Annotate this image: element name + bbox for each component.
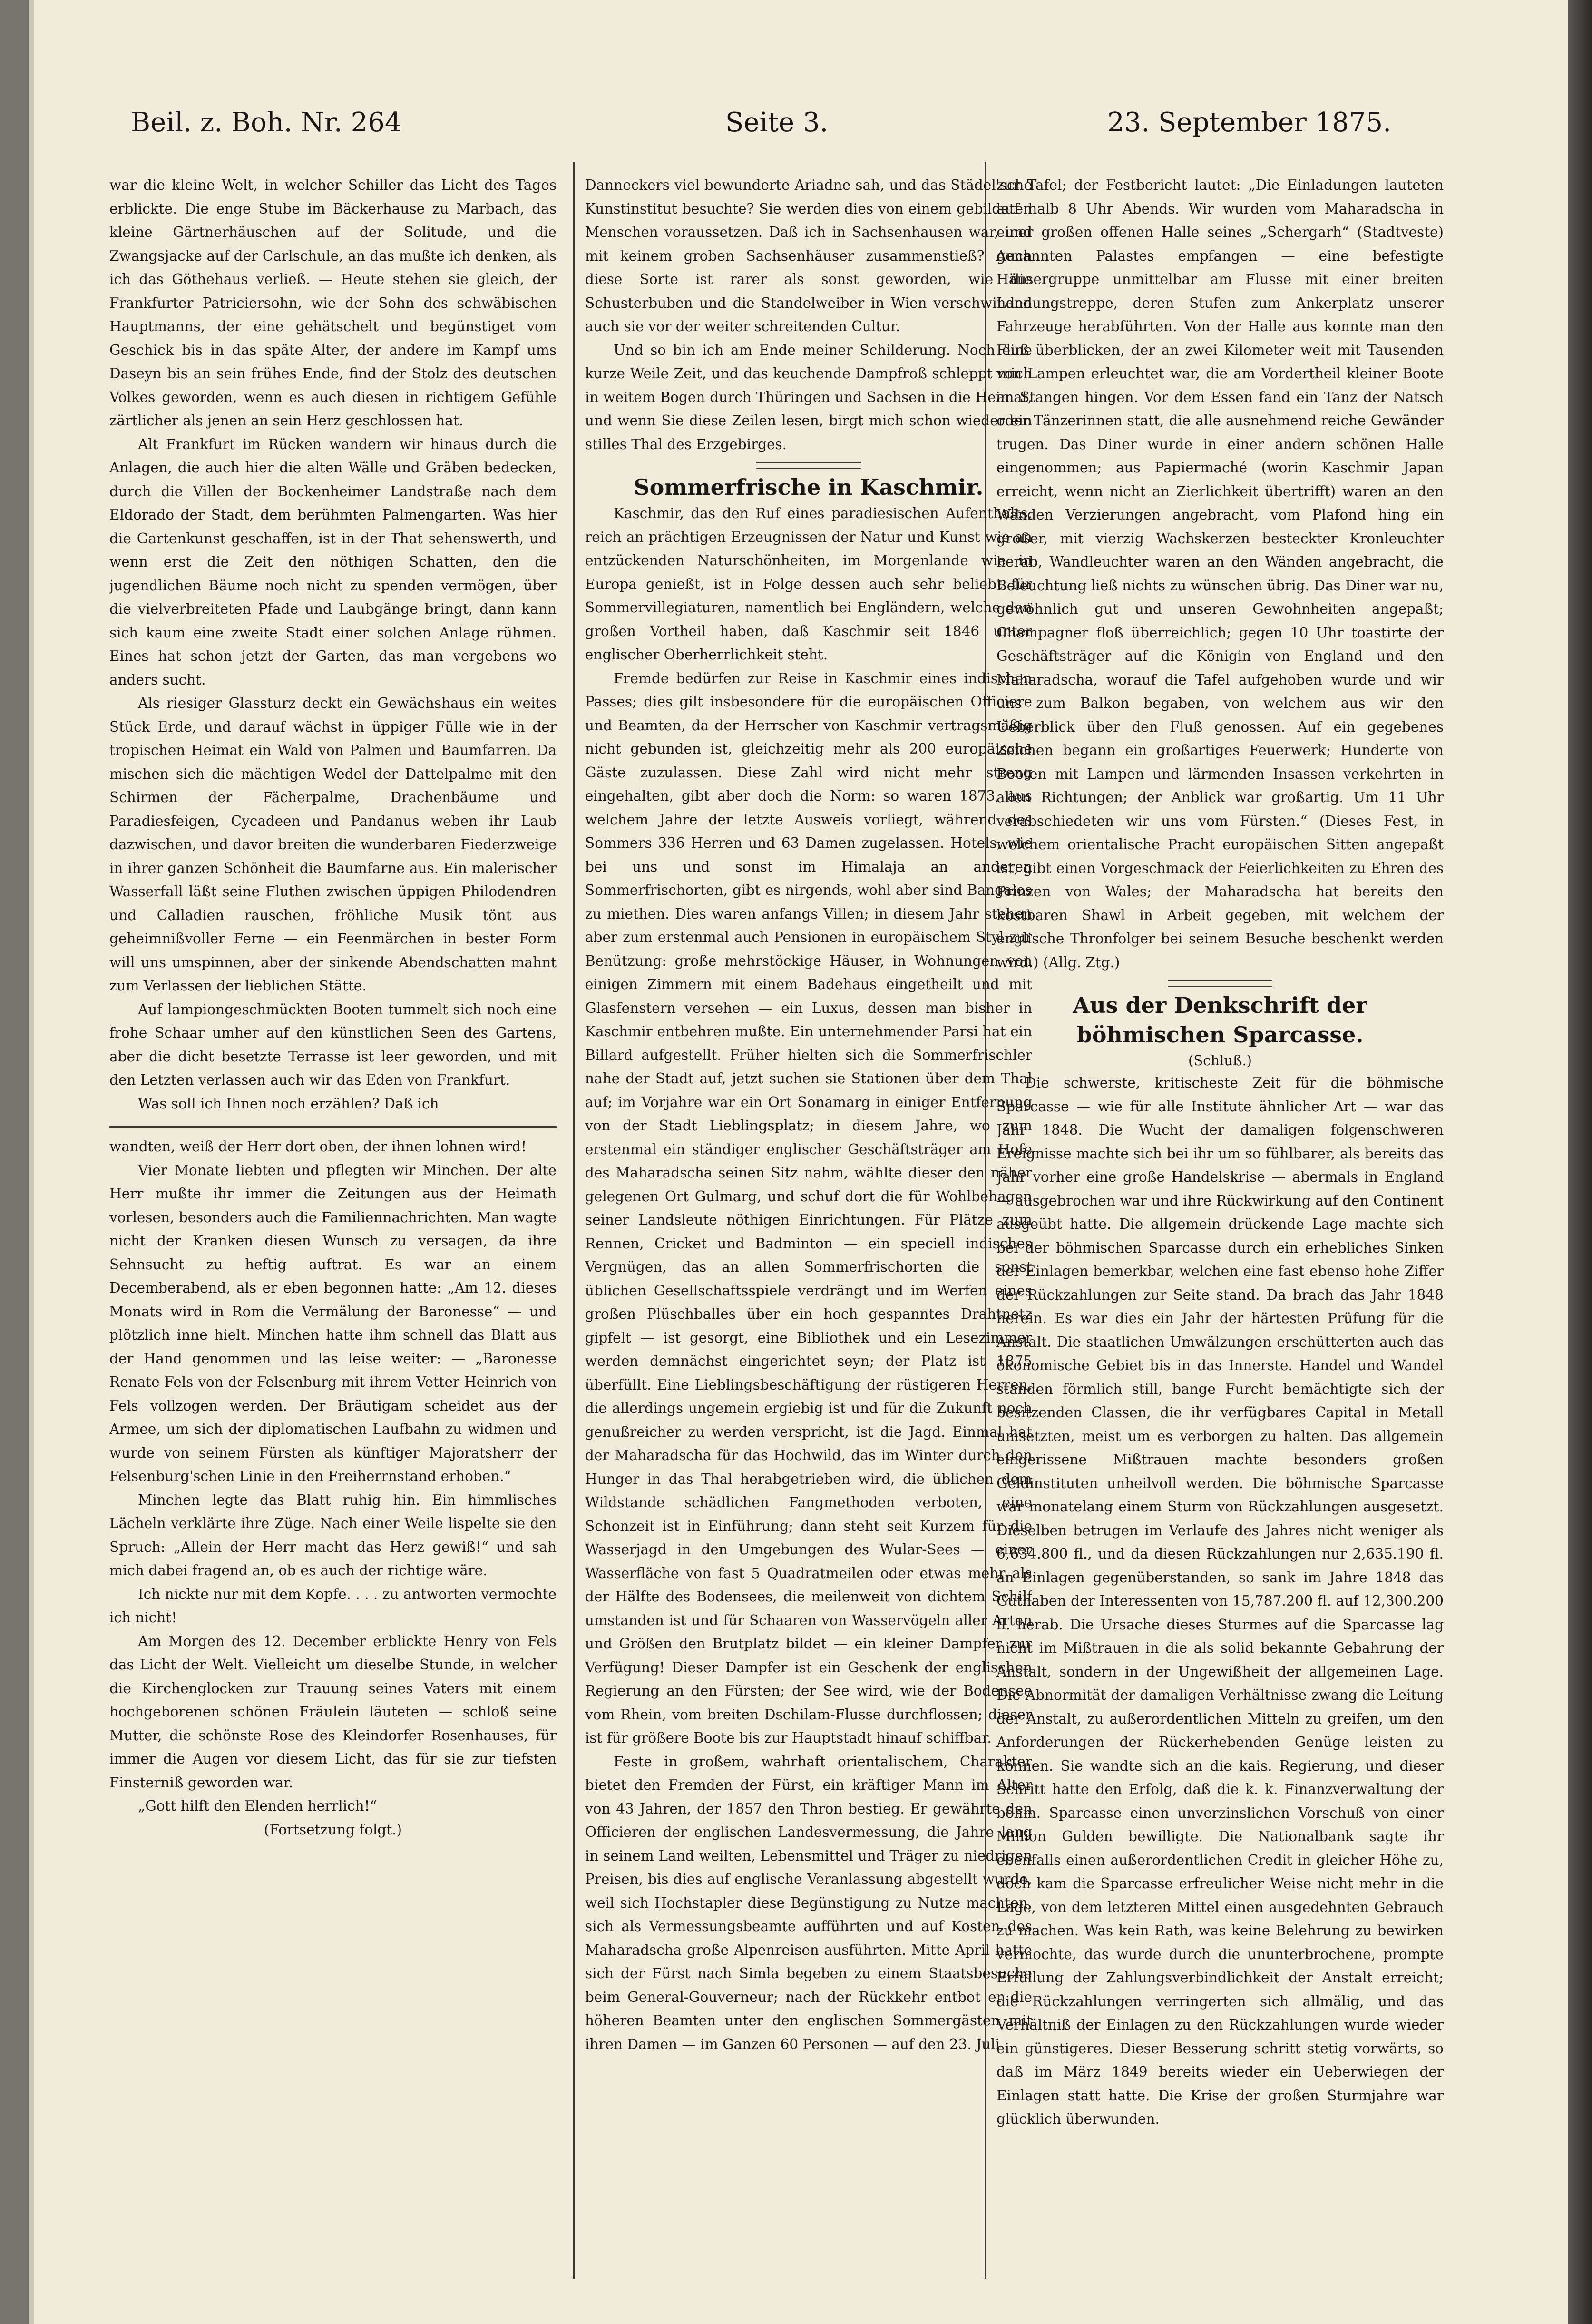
feuilleton-rule [109,1126,557,1128]
article-subtitle: (Schluß.) [1188,1052,1252,1069]
column-3 [996,174,1444,2291]
column-rule-1 [573,162,575,2279]
col1-paragraph: war die kleine Welt, in welcher Schiller das Licht des Tages erblickte. Die enge Stube im Bäckerhause zu Marbach, das kleine Gärtnerhäuschen auf der Solitude, und die Zwangsjacke auf der Carlschule, an das mußte ich denken, als ich das Göthehaus verließ. — Heute stehen sie gleich, der Frankfurter Patriciersohn, wie der Sohn des schwäbischen Hauptmanns, der eine gehätschelt und begünstiget vom Geschick bis in das späte Alter, der andere im Kampf ums Daseyn bis an sein frühes Ende, find der Stolz des deutschen Volkes geworden, wenn es auch diesen in richtigem Gefühle zärtlicher als jenen an sein Herz geschlossen hat. [109,177,557,429]
col2-paragraph: Und so bin ich am Ende meiner Schilderung. Noch eine kurze Weile Zeit, und das keuchende Dampfroß schleppt mich in weitem Bogen durch Thüringen und Sachsen in die Heimat, und wenn Sie diese Zeilen lesen, birgt mich schon wieder ein stilles Thal des Erzgebirges. [585,342,1032,452]
article-title-sparcasse: Aus der Denkschrift der böhmischen Sparcasse. [1073,992,1367,1048]
col1-paragraph: Vier Monate liebten und pflegten wir Minchen. Der alte Herr mußte ihr immer die Zeitungen aus der Heimath vorlesen, besonders auch die Familiennachrichten. Man wagte nicht der Kranken diesen Wunsch zu versagen, da ihre Sehnsucht zu heftig auftrat. Es war an einem Decemberabend, als er eben begonnen hatte: „Am 12. dieses Monats wird in Rom die Vermälung der Baronesse“ — und plötzlich inne hielt. Minchen hatte ihm schnell das Blatt aus der Hand genommen und las leise weiter: — „Baronesse Renate Fels von der Felsenburg mit ihrem Vetter Heinrich von Fels vollzogen werden. Der Bräutigam scheidet aus der Armee, um sich der diplomatischen Laufbahn zu widmen und wurde von seinem Fürsten als künftiger Majoratsherr der Felsenburg'schen Linie in den Freiherrnstand erhoben.“ [109,1162,557,1484]
col1-paragraph: Am Morgen des 12. December erblickte Henry von Fels das Licht der Welt. Vielleicht um dieselbe Stunde, in welcher die Kirchenglocken zur Trauung seines Vaters mit einem hochgeborenen schönen Fräulein läuteten — schloß seine Mutter, die schönste Rose des Kleindorfer Rosenhauses, für immer die Augen vor diesem Licht, das für sie zur tiefsten Finsterniß geworden war. [109,1633,557,1791]
header-issue: Beil. z. Boh. Nr. 264 [131,107,402,138]
article-title-kaschmir: Sommerfrische in Kaschmir. [634,474,984,500]
col1-paragraph: Ich nickte nur mit dem Kopfe. . . . zu antworten vermochte ich nicht! [109,1586,557,1626]
header-page-number: Seite 3. [725,107,829,138]
page-header [131,107,1391,159]
scan-spine [1568,0,1592,2324]
col3-paragraph: Die schwerste, kritischeste Zeit für die böhmische Sparcasse — wie für alle Institute ähnlicher Art — war das Jahr 1848. Die Wucht der damaligen folgenschweren Ereignisse machte sich bei ihr um so fühlbarer, als bereits das Jahr vorher eine große Handelskrise — abermals in England — ausgebrochen war und ihre Rückwirkung auf den Continent ausgeübt hatte. Die allgemein drückende Lage machte sich bei der böhmischen Sparcasse durch ein erhebliches Sinken der Einlagen bemerkbar, welchen eine fast ebenso hohe Ziffer der Rückzahlungen zur Seite stand. Da brach das Jahr 1848 herein. Es war dies ein Jahr der härtesten Prüfung für die Anstalt. Die staatlichen Umwälzungen erschütterten auch das ökonomische Gebiet bis in das Innerste. Handel und Wandel standen förmlich still, bange Furcht bemächtigte sich der besitzenden Classen, die ihr verfügbares Capital in Metall umsetzten, meist um es verborgen zu halten. Das allgemein eingerissene Mißtrauen machte besonders großen Geldinstituten unheilvoll werden. Die böhmische Sparcasse war monatelang einem Sturm von Rückzahlungen ausgesetzt. Dieselben betrugen im Verlaufe des Jahres nicht weniger als 6,634.800 fl., und da diesen Rückzahlungen nur 2,635.190 fl. an Einlagen gegenüberstanden, so sank im Jahre 1848 das Guthaben der Interessenten von 15,787.200 fl. auf 12,300.200 fl. herab. Die Ursache dieses Sturmes auf die Sparcasse lag nicht im Mißtrauen in die als solid bekannte Gebahrung der Anstalt, sondern in der Ungewißheit der allgemeinen Lage. Die Abnormität der damaligen Verhältnisse zwang die Leitung der Anstalt, zu außerordentlichen Mitteln zu greifen, um den Anforderungen der Rückerhebenden Genüge leisten zu können. Sie wandte sich an die kais. Regierung, und dieser Schritt hatte den Erfolg, daß die k. k. Finanzverwaltung der böhm. Sparcasse einen unverzinslichen Vorschuß von einer Million Gulden bewilligte. Die Nationalbank sagte ihr ebenfalls einen außerordentlichen Credit in gleicher Höhe zu, doch kam die Sparcasse erfreulicher Weise nicht mehr in die Lage, von dem letzteren Mittel einen ausgedehnten Gebrauch zu machen. Was kein Rath, was keine Belehrung zu bewirken vermochte, das wurde durch die ununterbrochene, prompte Erfüllung der Zahlungsverbindlichkeit der Anstalt erreicht; die Rückzahlungen verringerten sich allmälig, und das Verhältniß der Einlagen zu den Rückzahlungen wurde wieder ein günstigeres. Dieser Besserung schritt stetig vorwärts, so daß im März 1849 bereits wieder ein Ueberwiegen der Einlagen statt hatte. Die Krise der großen Sturmjahre war glücklich überwunden. [996,1075,1444,2127]
header-date: 23. September 1875. [1107,107,1391,138]
col1-paragraph: Was soll ich Ihnen noch erzählen? Daß ich [138,1095,439,1112]
col3-paragraph: zur Tafel; der Festbericht lautet: „Die Einladungen lauteten auf halb 8 Uhr Abends. Wir wurden vom Maharadscha in einer großen offenen Halle seines „Schergarh“ (Stadtveste) genannten Palastes empfangen — eine befestigte Häusergruppe unmittelbar am Flusse mit einer breiten Landungstreppe, deren Stufen zum Ankerplatz unserer Fahrzeuge herabführten. Von der Halle aus konnte man den Fluß überblicken, der an zwei Kilometer weit mit Tausenden von Lampen erleuchtet war, die am Vordertheil kleiner Boote an Stangen hingen. Vor dem Essen fand ein Tanz der Natsch oder Tänzerinnen statt, die alle ausnehmend reiche Gewänder trugen. Das Diner wurde in einer andern schönen Halle eingenommen; aus Papiermaché (worin Kaschmir Japan erreicht, wenn nicht an Zierlichkeit übertrifft) waren an den Wänden Verzierungen angebracht, vom Plafond hing ein großer, mit vierzig Wachskerzen besteckter Kronleuchter herab, Wandleuchter waren an den Wänden angebracht, die Beleuchtung ließ nichts zu wünschen übrig. Das Diner war nu, gewöhnlich gut und unseren Gewohnheiten angepaßt; Champagner floß überreichlich; gegen 10 Uhr toastirte der Geschäftsträger auf die Königin von England und den Maharadscha, worauf die Tafel aufgehoben wurde und wir uns zum Balkon begaben, von welchem aus wir den Ueberblick über den Fluß genossen. Auf ein gegebenes Zeichen begann ein großartiges Feuerwerk; Hunderte von Booten mit Lampen und lärmenden Insassen verkehrten in allen Richtungen; der Anblick war großartig. Um 11 Uhr verabschiedeten wir uns vom Fürsten.“ (Dieses Fest, in welchem orientalische Pracht europäischen Sitten angepaßt ist, gibt einen Vorgeschmack der Feierlichkeiten zu Ehren des Prinzen von Wales; der Maharadscha hat bereits den kostbaren Shawl in Arbeit gegeben, mit welchem der englische Thronfolger bei seinem Besuche beschenkt werden wird.) (Allg. Ztg.) [996,177,1444,971]
continuation-note: (Fortsetzung folgt.) [264,1821,402,1838]
col1-paragraph: wandten, weiß der Herr dort oben, der ihnen lohnen wird! [109,1138,527,1155]
col1-paragraph: „Gott hilft den Elenden herrlich!“ [138,1798,377,1814]
col1-paragraph: Als riesiger Glassturz deckt ein Gewächshaus ein weites Stück Erde, und darauf wächst in üppiger Fülle wie in der tropischen Heimat ein Wald von Palmen und Baumfarren. Da mischen sich die mächtigen Wedel der Dattelpalme mit den Schirmen der Fächerpalme, Drachenbäume und Paradiesfeigen, Cycadeen und Pandanus weben ihr Laub dazwischen, und davor breiten die wunderbaren Fiederzweige in ihrer ganzen Schönheit die Baumfarne aus. Ein malerischer Wasserfall läßt seine Fluthen zwischen üppigen Philodendren und Calladien rauschen, fröhliche Musik tönt aus geheimnißvoller Ferne — ein Feenmärchen in bester Form will uns umspinnen, aber der sinkende Abendschatten mahnt zum Verlassen der lieblichen Stätte. [109,695,557,994]
col2-paragraph: Kaschmir, das den Ruf eines paradiesischen Aufenthalts, reich an prächtigen Erzeugnissen der Natur und Kunst wie an entzückenden Naturschönheiten, im Morgenlande wie in Europa genießt, ist in Folge dessen auch sehr beliebt für Sommervillegiaturen, namentlich bei Engländern, welche den großen Vortheil haben, daß Kaschmir seit 1846 unter englischer Oberherrlichkeit steht. [585,505,1032,663]
scan-gutter-edge [29,0,34,2324]
column-1 [109,174,557,2267]
col1-paragraph: Minchen legte das Blatt ruhig hin. Ein himmlisches Lächeln verklärte ihre Züge. Nach einer Weile lispelte sie den Spruch: „Allein der Herr macht das Herz gewiß!“ und sah mich dabei fragend an, ob es auch der richtige wäre. [109,1491,557,1579]
section-ornament [1168,980,1272,987]
col1-paragraph: Auf lampiongeschmückten Booten tummelt sich noch eine frohe Schaar umher auf den künstlichen Seen des Gartens, aber die dicht besetzte Terrasse ist leer geworden, und mit den Letzten verlassen auch wir das Eden von Frankfurt. [109,1001,557,1088]
column-2 [585,174,1032,2291]
col2-paragraph: Fremde bedürfen zur Reise in Kaschmir eines indischen Passes; dies gilt insbesondere für die europäischen Officiere und Beamten, da der Herrscher von Kaschmir vertragsmäßig nicht gebunden ist, gleichzeitig mehr als 200 europäische Gäste zuzulassen. Diese Zahl wird nicht mehr streng eingehalten, gibt aber doch die Norm: so waren 1873, aus welchem Jahre der letzte Ausweis vorliegt, während des Sommers 336 Herren und 63 Damen zugelassen. Hotels, wie bei uns und sonst im Himalaja an anderen Sommerfrischorten, gibt es nirgends, wohl aber sind Bangalos zu miethen. Dies waren anfangs Villen; in diesem Jahr stehen aber zum erstenmal auch Pensionen in europäischem Styl zur Benützung: große mehrstöckige Häuser, in Wohnungen von einigen Zimmern mit einem Badehaus eingetheilt und mit Glasfenstern versehen — ein Luxus, dessen man bisher in Kaschmir entbehren mußte. Ein unternehmender Parsi hat ein Billard aufgestellt. Früher hielten sich die Sommerfrischler nahe der Stadt auf, jetzt suchen sie Stationen über dem Thal auf; im Vorjahre war ein Ort Sonamarg in einiger Entfernung von der Stadt Lieblingsplatz; in diesem Jahre, wo zum erstenmal ein ständiger englischer Geschäftsträger am Hofe des Maharadscha seinen Sitz nahm, wählte dieser den näher gelegenen Ort Gulmarg, und schuf dort die für Wohlbehagen seiner Landsleute nöthigen Einrichtungen. Für Plätze zum Rennen, Cricket und Badminton — ein speciell indisches Vergnügen, das an allen Sommerfrischorten die sonst üblichen Gesellschaftsspiele verdrängt und im Werfen eines großen Plüschballes über ein hoch gespanntes Drahtnetz gipfelt — ist gesorgt, eine Bibliothek und ein Lesezimmer werden demnächst eingerichtet seyn; der Platz ist 1875 überfüllt. Eine Lieblingsbeschäftigung der rüstigeren Herren, die allerdings ungemein ergiebig ist und für die Zukunft noch genußreicher zu werden verspricht, ist die Jagd. Einmal hat der Maharadscha für das Hochwild, das im Winter durch den Hunger in das Thal herabgetrieben wird, die üblichen dem Wildstande schädlichen Fangmethoden verboten, eine Schonzeit ist in Einführung; dann steht seit Kurzem für die Wasserjagd in den Umgebungen des Wular-Sees — einer Wasserfläche von fast 5 Quadratmeilen oder etwas mehr als der Hälfte des Bodensees, die meilenweit von dichtem Schilf umstanden ist und für Schaaren von Wasservögeln aller Arten und Größen den Brutplatz bildet — ein kleiner Dampfer zur Verfügung! Dieser Dampfer ist ein Geschenk der englischen Regierung an den Fürsten; der See wird, wie der Bodensee vom Rhein, vom breiten Dschilam-Flusse durchflossen; dieser ist für größere Boote bis zur Hauptstadt hinauf schiffbar. [585,670,1032,1746]
col2-paragraph: Danneckers viel bewunderte Ariadne sah, und das Städel'sche Kunstinstitut besuchte? Sie werden dies von einem gebildeten Menschen voraussetzen. Daß ich in Sachsenhausen war, und mit keinem groben Sachsenhäuser zusammenstieß? Auch diese Sorte ist rarer als sonst geworden, wie die Schusterbuben und die Standelweiber in Wien verschwinden auch sie vor der weiter schreitenden Cultur. [585,177,1032,334]
col2-paragraph: Feste in großem, wahrhaft orientalischem, Charakter bietet den Fremden der Fürst, ein kräftiger Mann im Alter von 43 Jahren, der 1857 den Thron bestieg. Er gewährte den Officieren der englischen Landesvermessung, die Jahre lang in seinem Land weilten, Lebensmittel und Träger zu niedrigen Preisen, bis dies auf englische Veranlassung abgestellt wurde, weil sich Hochstapler diese Begünstigung zu Nutze machten, sich als Vermessungsbeamte aufführten und auf Kosten des Maharadscha große Alpenreisen ausführten. Mitte April hatte sich der Fürst nach Simla begeben zu einem Staatsbesuche beim General-Gouverneur; nach der Rückkehr entbot er die höheren Beamten unter den englischen Sommergästen mit ihren Damen — im Ganzen 60 Personen — auf den 23. Juli [585,1753,1032,2052]
col1-paragraph: Alt Frankfurt im Rücken wandern wir hinaus durch die Anlagen, die auch hier die alten Wälle und Gräben bedecken, durch die Villen der Bockenheimer Landstraße nach dem Eldorado der Stadt, dem berühmten Palmengarten. Was hier die Gartenkunst geschaffen, ist in der That sehenswerth, und wenn erst die Zeit den nöthigen Schatten, den die jugendlichen Bäume noch nicht zu spenden vermögen, über die vielverbreiteten Pfade und Laubgänge bringt, dann kann sich kaum eine zweite Stadt einer solchen Anlage rühmen. Eines hat schon jetzt der Garten, das man vergebens wo anders sucht. [109,436,557,688]
section-ornament [756,462,861,469]
scan-gutter [0,0,29,2324]
